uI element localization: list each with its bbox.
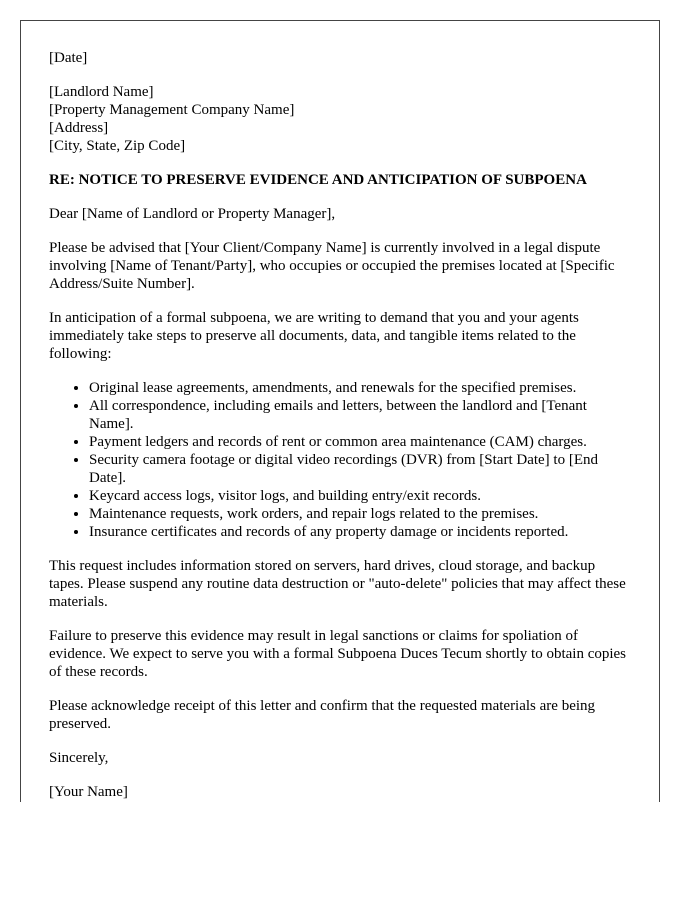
- paragraph-intro: Please be advised that [Your Client/Company Name] is currently involved in a legal dispute involving [Name of Tenant/Party], who occupies or occupied the premises located at [Specific Address/Suite Number].: [49, 240, 615, 292]
- list-item: • Maintenance requests, work orders, and repair logs related to the premises.: [89, 505, 631, 523]
- list-item: • Keycard access logs, visitor logs, and building entry/exit records.: [89, 487, 631, 505]
- paragraph-demand: In anticipation of a formal subpoena, we are writing to demand that you and your agents immediately take steps to preserve all documents, data, and tangible items related to the following:: [49, 310, 579, 362]
- recipient-block: [49, 83, 631, 155]
- list-item: • Security camera footage or digital video recordings (DVR) from [Start Date] to [End Date].: [89, 451, 631, 487]
- paragraph-acknowledge: Please acknowledge receipt of this letter and confirm that the requested materials are being preserved.: [49, 698, 596, 732]
- recipient-name: [Landlord Name]: [49, 84, 154, 100]
- letter-page: [20, 20, 660, 802]
- list-item: • Payment ledgers and records of rent or common area maintenance (CAM) charges.: [89, 433, 631, 451]
- salutation: Dear [Name of Landlord or Property Manager],: [49, 206, 336, 222]
- paragraph-consequences: Failure to preserve this evidence may result in legal sanctions or claims for spoliation of evidence. We expect to serve you with a formal Subpoena Duces Tecum shortly to obtain copies of these records.: [49, 628, 627, 680]
- list-item: • Original lease agreements, amendments, and renewals for the specified premises.: [89, 379, 631, 397]
- signature: [Your Name]: [49, 784, 128, 800]
- list-item: • All correspondence, including emails and letters, between the landlord and [Tenant Name].: [89, 397, 631, 433]
- letter-date: [Date]: [49, 50, 88, 66]
- list-item: • Insurance certificates and records of any property damage or incidents reported.: [89, 523, 631, 541]
- preservation-list: [49, 379, 631, 541]
- recipient-city-state-zip: [City, State, Zip Code]: [49, 138, 186, 154]
- paragraph-scope: This request includes information stored on servers, hard drives, cloud storage, and backup tapes. Please suspend any routine data destruction or "auto-delete" policies that may affect these materials.: [49, 558, 626, 610]
- recipient-address: [Address]: [49, 120, 109, 136]
- subject-line: RE: NOTICE TO PRESERVE EVIDENCE AND ANTICIPATION OF SUBPOENA: [49, 172, 587, 188]
- closing: Sincerely,: [49, 750, 109, 766]
- recipient-company: [Property Management Company Name]: [49, 102, 295, 118]
